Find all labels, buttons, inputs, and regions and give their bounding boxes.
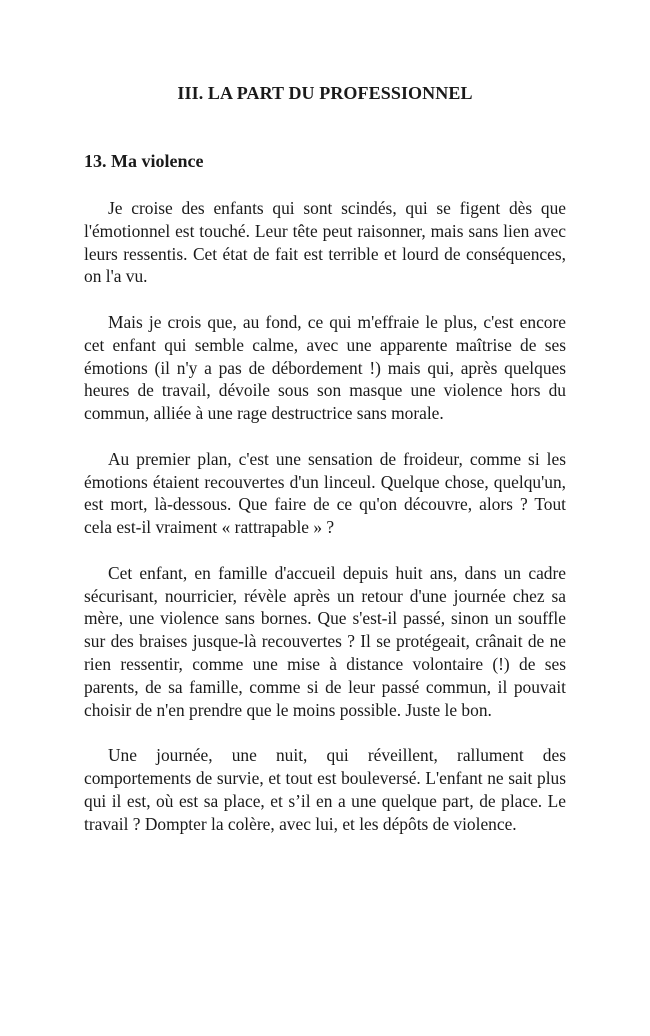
chapter-body [84,197,566,858]
paragraph-1: Je croise des enfants qui sont scindés, qui se figent dès que l'émotionnel est touché. Leur tête peut raisonner, mais sans lien avec leurs ressentis. Cet état de fait est terrible et lourd de conséquences, on l'a vu. [84,198,566,287]
paragraph-2: Mais je crois que, au fond, ce qui m'effraie le plus, c'est encore cet enfant qui semble calme, avec une apparente maîtrise de ses émotions (il n'y a pas de débordement !) mais qui, après quelques heures de travail, dévoile sous son masque une violence hors du commun, alliée à une rage destructrice sans morale. [84,311,566,424]
part-title: III. LA PART DU PROFESSIONNEL [177,83,473,103]
paragraph-3: Au premier plan, c'est une sensation de froideur, comme si les émotions étaient recouvertes d'un linceul. Quelque chose, quelqu'un, est mort, là-dessous. Que faire de ce qu'on découvre, alors ? Tout cela est-il vraiment « rattrapable » ? [84,448,566,538]
paragraph-4: Cet enfant, en famille d'accueil depuis huit ans, dans un cadre sécurisant, nourricier, révèle après un retour d'une journée chez sa mère, une violence sans bornes. Que s'est-il passé, sinon un souffle sur des braises jusque-là recouvertes ? Il se protégeait, crânait de ne rien ressentir, comme une mise à distance volontaire (!) de ses parents, de sa famille, comme si de leur passé commun, il pouvait choisir de n'en prendre que le moins possible. Juste le bon. [84,562,566,720]
paragraph-5: Une journée, une nuit, qui réveillent, rallument des comportements de survie, et tout est bouleversé. L'enfant ne sait plus qui il est, où est sa place, et s’il en a une quelque part, de place. Le travail ? Dompter la colère, avec lui, et les dépôts de violence. [84,745,566,834]
chapter-title: 13. Ma violence [84,151,204,171]
